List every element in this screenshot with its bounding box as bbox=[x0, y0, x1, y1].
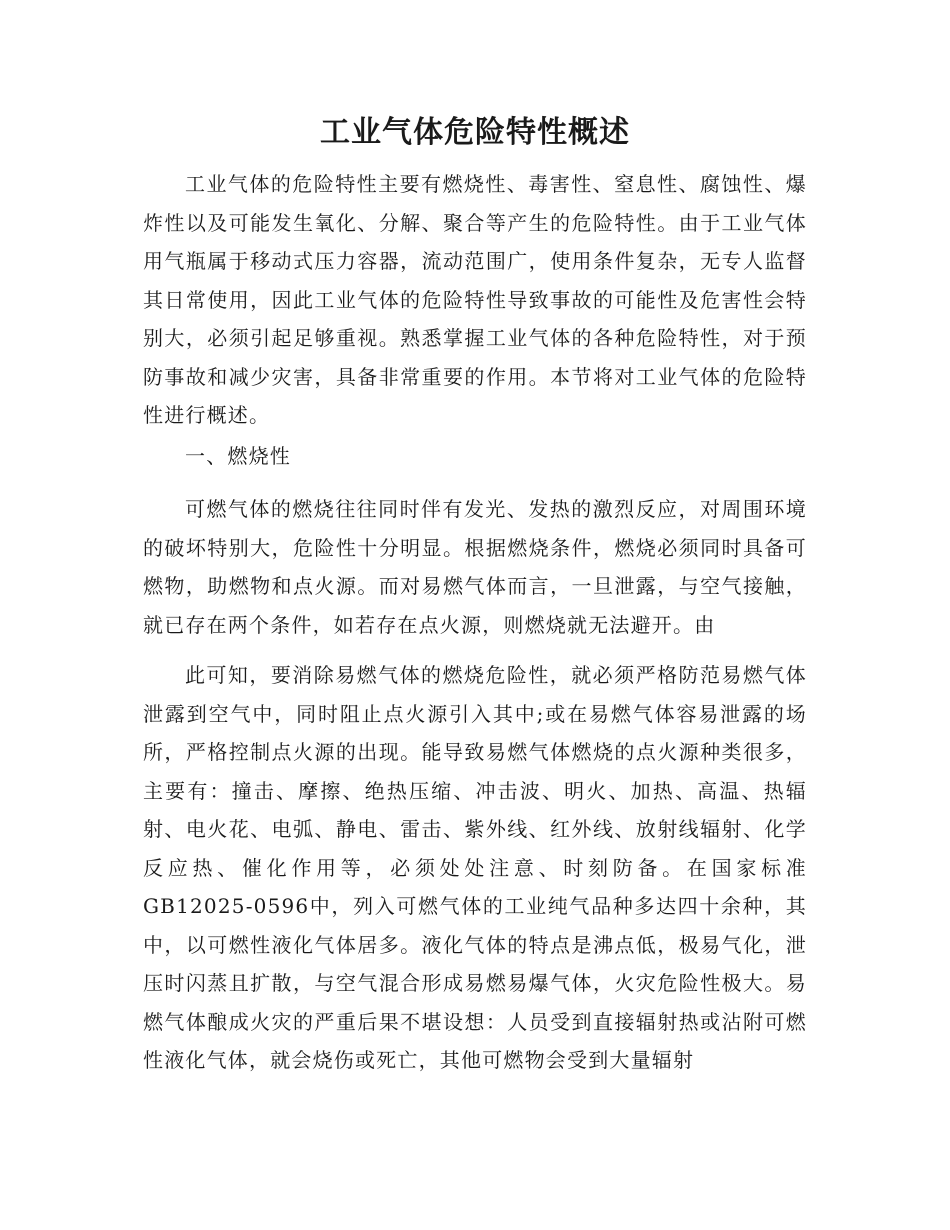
body-paragraph: 此可知，要消除易燃气体的燃烧危险性，就必须严格防范易燃气体泄露到空气中，同时阻止点火源引入其中;或在易燃气体容易泄露的场所，严格控制点火源的出现。能导致易燃气体燃烧的点火源种类很多，主要有：撞击、摩擦、绝热压缩、冲击波、明火、加热、高温、热辐射、电火花、电弧、静电、雷击、紫外线、红外线、放射线辐射、化学反应热、催化作用等，必须处处注意、时刻防备。在国家标准GB12025-0596中，列入可燃气体的工业纯气品种多达四十余种，其中，以可燃性液化气体居多。液化气体的特点是沸点低，极易气化，泄压时闪蒸且扩散，与空气混合形成易燃易爆气体，火灾危险性极大。易燃气体酿成火灾的严重后果不堪设想：人员受到直接辐射热或沾附可燃性液化气体，就会烧伤或死亡，其他可燃物会受到大量辐射 bbox=[143, 663, 807, 1072]
intro-paragraph: 工业气体的危险特性主要有燃烧性、毒害性、窒息性、腐蚀性、爆炸性以及可能发生氧化、分解、聚合等产生的危险特性。由于工业气体用气瓶属于移动式压力容器，流动范围广，使用条件复杂，无专人监督其日常使用，因此工业气体的危险特性导致事故的可能性及危害性会特别大，必须引起足够重视。熟悉掌握工业气体的各种危险特性，对于预防事故和减少灾害，具备非常重要的作用。本节将对工业气体的危险特性进行概述。 bbox=[143, 172, 807, 427]
section-heading: 一、燃烧性 bbox=[185, 444, 291, 468]
body-paragraph: 可燃气体的燃烧往往同时伴有发光、发热的激烈反应，对周围环境的破坏特别大，危险性十分明显。根据燃烧条件，燃烧必须同时具备可燃物，助燃物和点火源。而对易燃气体而言，一旦泄露，与空气接触，就已存在两个条件，如若存在点火源，则燃烧就无法避开。由 bbox=[143, 497, 807, 637]
document-title: 工业气体危险特性概述 bbox=[320, 115, 630, 150]
